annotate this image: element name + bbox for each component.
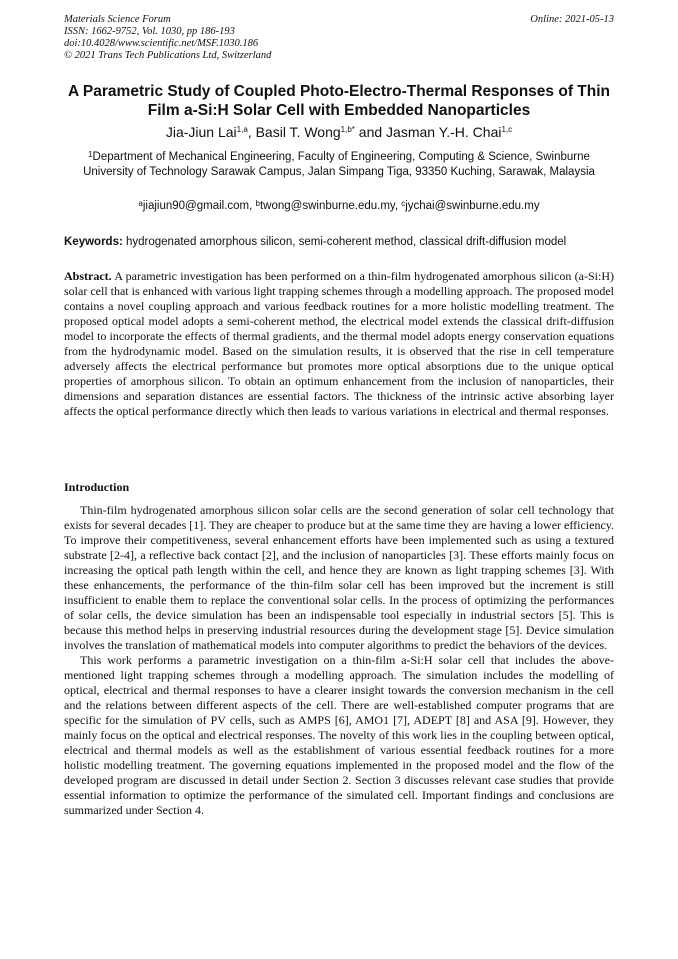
abstract-text: A parametric investigation has been performed on a thin-film hydrogenated amorphous silicon (a-Si:H) solar cell that is enhanced with various light trapping schemes through a modelling approach. The proposed model contains a novel coupling approach and various feedback routines for a more holistic modelling treatment. The proposed optical model adopts a semi-coherent method, the electrical model extends the classical drift-diffusion model to incorporate the effects of thermal gradients, and the thermal model adopts energy conservation equations from the hydrodynamic model. Based on the simulation results, it is observed that the rise in cell temperature adversely affects the electrical performance but promotes more optical absorptions due to the unique optical properties of amorphous silicon. To obtain an optimum enhancement from the inclusion of nanoparticles, their dimensions and separation distances are essential factors. The thickness of the intrinsic active absorbing layer affects the optical performance directly which then leads to various variations in electrical and thermal responses. [64,269,614,418]
author-name: Jia-Jiun Lai [165,124,237,140]
keywords [64,235,624,249]
journal-doi: doi:10.4028/www.scientific.net/MSF.1030.186 [64,38,259,49]
email-separator: , [394,200,402,212]
journal-issn: ISSN: 1662-9752, Vol. 1030, pp 186-193 [64,26,235,37]
author-separator: , [247,124,256,140]
paragraph: Thin-film hydrogenated amorphous silicon solar cells are the second generation of solar cell technology that exists for several decades [1]. They are cheaper to produce but at the same time they are having a lower efficiency. To improve their competitiveness, several enhancement efforts have been implemented such as using a textured substrate [2-4], a reflective back contact [2], and the inclusion of nanoparticles [3]. These efforts mainly focus on increasing the optical path length within the cell, and hence they are known as light trapping schemes [3]. With these enhancements, the performance of the thin-film solar cell has been improved but the increment is still insufficient to enable them to replace the conventional solar cells. In the process of optimizing the performances of solar cells, the device simulation has been an indispensable tool especially in industrial sectors [5]. This is because this method helps in preserving industrial resources during the development stage [5]. Device simulation involves the translation of mathematical models into computer algorithms to predict the behaviors of the devices. [64,503,614,652]
paragraph: This work performs a parametric investigation on a thin-film a-Si:H solar cell that includes the above-mentioned light trapping schemes through a modelling approach. The simulation includes the modelling of optical, electrical and thermal responses to have a clearer insight towards the conversion mechanism in the cell and the relations between different aspects of the cell. There are well-established computer programs that are specific for the simulation of PV cells, such as AMPS [6], AMO1 [7], ADEPT [8] and ASA [9]. However, they mainly focus on the optical and electrical responses. The novelty of this work lies in the coupling between optical, electrical and thermal models as well as the establishment of various essential feedback routines for a more holistic modelling treatment. The governing equations implemented in the proposed model and the flow of the developed program are discussed in detail under Section 2. Section 3 discusses relevant case studies that provide essential information to optimize the performance of the simulated cell. Important findings and conclusions are summarized under Section 4. [64,653,614,817]
affiliation-mark: 1 [88,150,93,159]
paper-title: A Parametric Study of Coupled Photo-Electro-Thermal Responses of Thin Film a-Si:H Solar Cell with Embedded Nanoparticles [68,83,610,119]
author-name: Jasman Y.-H. Chai [386,124,502,140]
author-list [64,123,614,141]
keywords-label: Keywords: [64,236,123,248]
section-heading-introduction: Introduction [64,480,130,494]
keywords-text: hydrogenated amorphous silicon, semi-coherent method, classical drift-diffusion model [126,236,567,248]
affiliation-text: Department of Mechanical Engineering, Faculty of Engineering, Computing & Science, Swinburne University of Technology Sarawak Campus, Jalan Simpang Tiga, 93350 Kuching, Sarawak, Malaysia [83,151,595,178]
online-date: Online: 2021-05-13 [530,14,614,25]
email-address[interactable]: jiajiun90@gmail.com [142,200,250,212]
email-mark: c [401,199,406,208]
journal-copyright: © 2021 Trans Tech Publications Ltd, Switzerland [64,50,272,61]
email-mark: b [255,199,260,208]
author-affiliation-mark: 1,a [236,125,248,134]
email-separator: , [249,200,256,212]
author-affiliation-mark: 1,b* [340,125,355,134]
email-address[interactable]: twong@swinburne.edu.my [259,200,395,212]
email-list [64,199,614,213]
author-separator: and [354,124,387,140]
abstract-label: Abstract. [64,269,112,283]
author-name: Basil T. Wong [255,124,341,140]
journal-header [64,14,271,62]
abstract [64,269,614,419]
email-mark: a [138,199,143,208]
introduction-body [64,503,614,818]
affiliation [64,150,614,179]
author-affiliation-mark: 1,c [501,125,513,134]
journal-name: Materials Science Forum [64,14,171,25]
email-address[interactable]: jychai@swinburne.edu.my [405,200,540,212]
